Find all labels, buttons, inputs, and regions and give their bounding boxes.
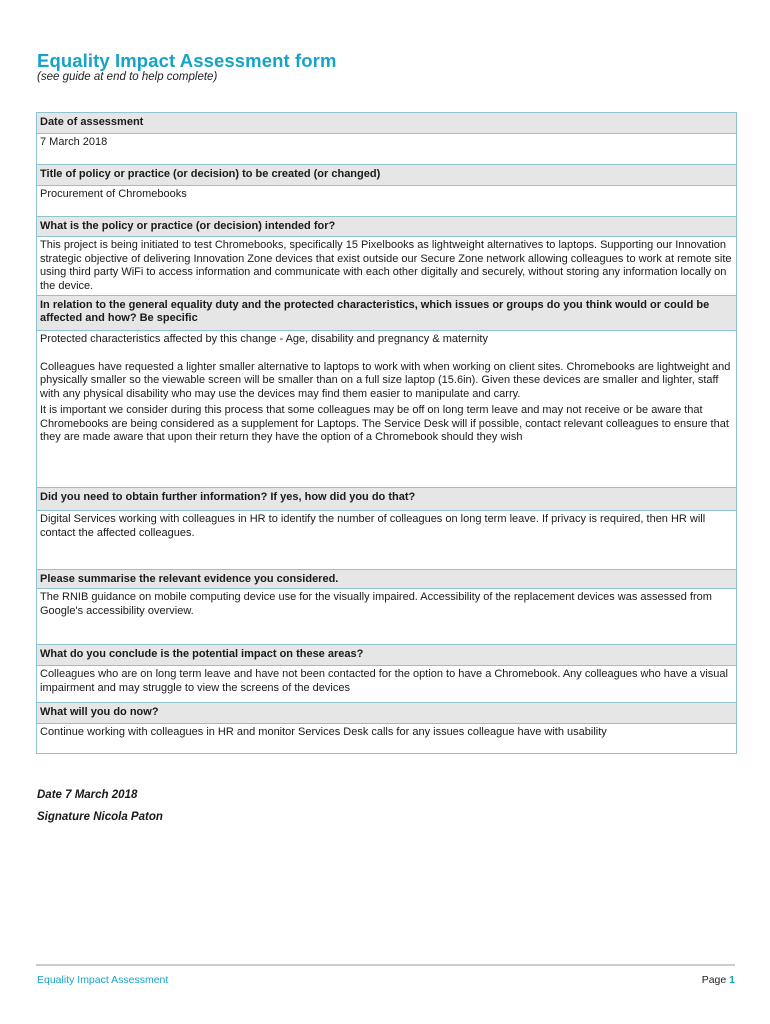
title-value [37,186,736,217]
info-value [37,511,736,570]
footer-divider [36,964,735,966]
info-label: Did you need to obtain further information? If yes, how did you do that? [37,488,736,511]
conclude-value-text: Colleagues who are on long term leave and have not been contacted for the option to have a Chromebook. Any colleagues who have a visual impairment and may struggle to view the screens of the devices [40,668,728,694]
title-value-text: Procurement of Chromebooks [40,188,187,200]
footer-page [702,974,735,986]
evidence-value-text: The RNIB guidance on mobile computing device use for the visually impaired. Accessibility of the replacement devices was assessed from Google's accessibility overview. [40,591,712,617]
date-value [37,134,736,165]
impact-paragraph-2: Colleagues have requested a lighter smaller alternative to laptops to work with when working on client sites. Chromebooks are lightweight and physically smaller so the viewable screen will be smaller than on a full size laptop (15.6in). Given these devices are smaller and lighter, staff with any physical disability who may use the devices may find them easier to manipulate and carry. [40,360,731,400]
date-value-text: 7 March 2018 [40,136,108,148]
footer-page-label: Page [701,974,727,986]
conclude-value [37,666,736,703]
footer-document-name: Equality Impact Assessment [37,974,169,986]
form-title: Equality Impact Assessment form [37,50,337,71]
purpose-label: What is the policy or practice (or decision) intended for? [37,217,736,237]
purpose-value-text: This project is being initiated to test Chromebooks, specifically 15 Pixelbooks as lightweight alternatives to laptops. Supporting our Innovation strategic objective of delivering Innovation Zone devices that exist outside our Secure Zone network allowing colleagues to work at remote site using third party WiFi to access information and communicate with each other digitally and securely, without storing any information locally on the device. [40,239,732,292]
signoff-signature: Signature Nicola Paton [37,811,163,823]
purpose-value [37,237,736,296]
next-value [37,724,736,754]
impact-label: In relation to the general equality duty and the protected characteristics, which issues or groups do you think would or could be affected and how? Be specific [37,296,736,331]
impact-paragraph-3: It is important we consider during this process that some colleagues may be off on long term leave and may not receive or be aware that Chromebooks are being considered as a supplement for Laptops. The Service Desk will if possible, contact relevant colleagues to ensure that they are made aware that upon their return they have the option of a Chromebook should they wish [40,404,729,443]
assessment-table [36,112,737,754]
next-label: What will you do now? [37,703,736,724]
signoff-date: Date 7 March 2018 [37,789,138,801]
title-label: Title of policy or practice (or decision) to be created (or changed) [37,165,736,186]
evidence-label: Please summarise the relevant evidence you considered. [37,570,736,589]
impact-value [37,331,736,488]
footer-page-number: 1 [729,974,735,986]
info-value-text: Digital Services working with colleagues in HR to identify the number of colleagues on long term leave. If privacy is required, then HR will contact the affected colleagues. [40,513,706,539]
impact-paragraph-1: Protected characteristics affected by this change - Age, disability and pregnancy & maternity [40,333,488,345]
next-value-text: Continue working with colleagues in HR and monitor Services Desk calls for any issues colleague have with usability [40,726,607,738]
date-label: Date of assessment [37,113,736,134]
conclude-label: What do you conclude is the potential impact on these areas? [37,645,736,666]
form-subtitle: (see guide at end to help complete) [37,71,218,83]
evidence-value [37,589,736,645]
